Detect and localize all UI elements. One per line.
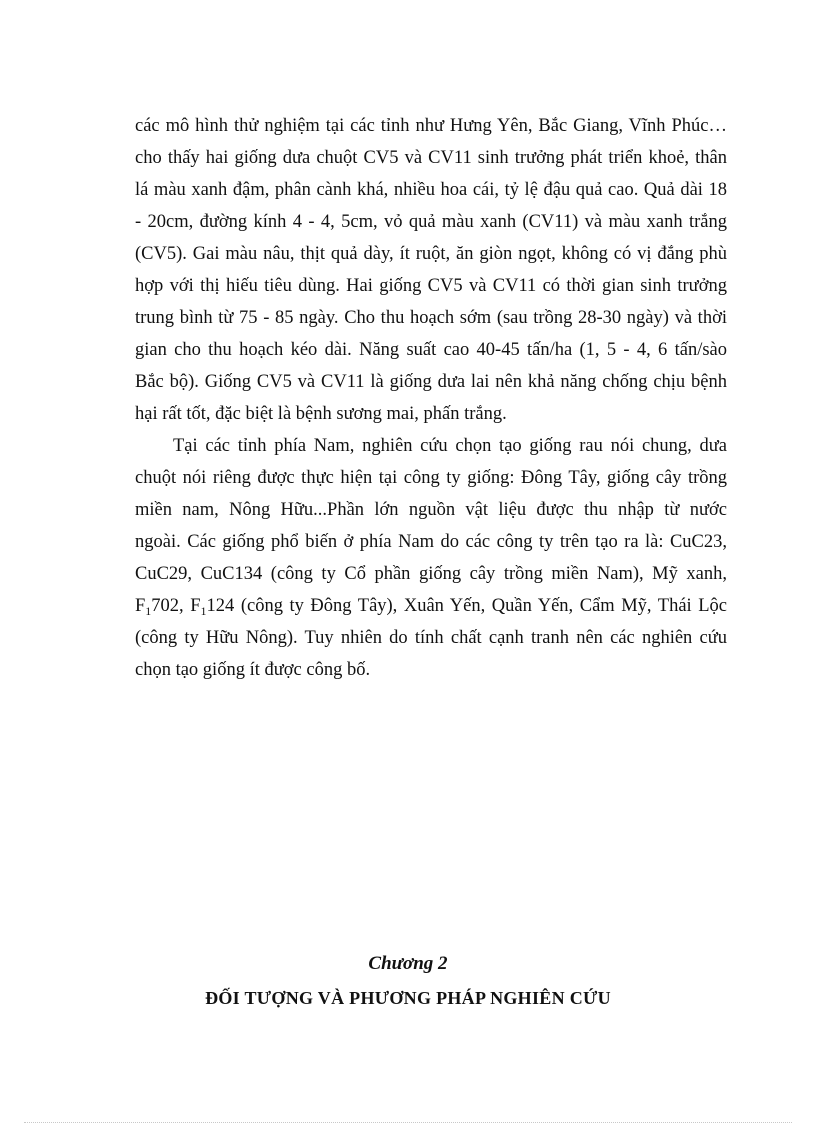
text-line: CuC29, CuC134 (công ty Cổ phần giống cây trồng miền Nam), Mỹ xanh, (135, 564, 727, 584)
text-span: 702, F (151, 596, 201, 616)
text-line: hại rất tốt, đặc biệt là bệnh sương mai, phấn trắng. (135, 404, 507, 424)
text-line: các mô hình thử nghiệm tại các tỉnh như Hưng Yên, Bắc Giang, Vĩnh Phúc… (135, 116, 727, 136)
subscript: 1 (145, 604, 152, 618)
text-line: Tại các tỉnh phía Nam, nghiên cứu chọn tạo giống rau nói chung, dưa (173, 436, 727, 456)
text-line: - 20cm, đường kính 4 - 4, 5cm, vỏ quả màu xanh (CV11) và màu xanh trắng (135, 212, 727, 232)
text-line-subscript (135, 594, 727, 618)
chapter-label: Chương 2 (368, 953, 448, 974)
text-line: chọn tạo giống ít được công bố. (135, 660, 371, 680)
text-span: 124 (công ty Đông Tây), Xuân Yến, Quần Yến, Cẩm Mỹ, Thái Lộc (206, 596, 727, 616)
text-line: (công ty Hữu Nông). Tuy nhiên do tính chất cạnh tranh nên các nghiên cứu (135, 628, 727, 648)
text-line: cho thấy hai giống dưa chuột CV5 và CV11 sinh trưởng phát triển khoẻ, thân (135, 148, 727, 168)
subscript: 1 (200, 604, 207, 618)
chapter-title: ĐỐI TƯỢNG VÀ PHƯƠNG PHÁP NGHIÊN CỨU (205, 988, 611, 1008)
text-line: gian cho thu hoạch kéo dài. Năng suất cao 40-45 tấn/ha (1, 5 - 4, 6 tấn/sào (135, 340, 727, 360)
text-line: ngoài. Các giống phổ biến ở phía Nam do các công ty trên tạo ra là: CuC23, (135, 532, 727, 552)
text-line: Bắc bộ). Giống CV5 và CV11 là giống dưa lai nên khả năng chống chịu bệnh (135, 372, 727, 392)
text-line: trung bình từ 75 - 85 ngày. Cho thu hoạch sớm (sau trồng 28-30 ngày) và thời (135, 308, 727, 328)
text-line: hợp với thị hiếu tiêu dùng. Hai giống CV5 và CV11 có thời gian sinh trưởng (135, 276, 727, 296)
text-line: miền nam, Nông Hữu...Phần lớn nguồn vật liệu được thu nhập từ nước (135, 500, 727, 520)
text-span: F (135, 596, 146, 616)
text-line: lá màu xanh đậm, phân cành khá, nhiều hoa cái, tỷ lệ đậu quả cao. Quả dài 18 (135, 180, 727, 200)
text-line: (CV5). Gai màu nâu, thịt quả dày, ít ruột, ăn giòn ngọt, không có vị đắng phù (135, 244, 727, 264)
text-line: chuột nói riêng được thực hiện tại công ty giống: Đông Tây, giống cây trồng (135, 468, 727, 488)
